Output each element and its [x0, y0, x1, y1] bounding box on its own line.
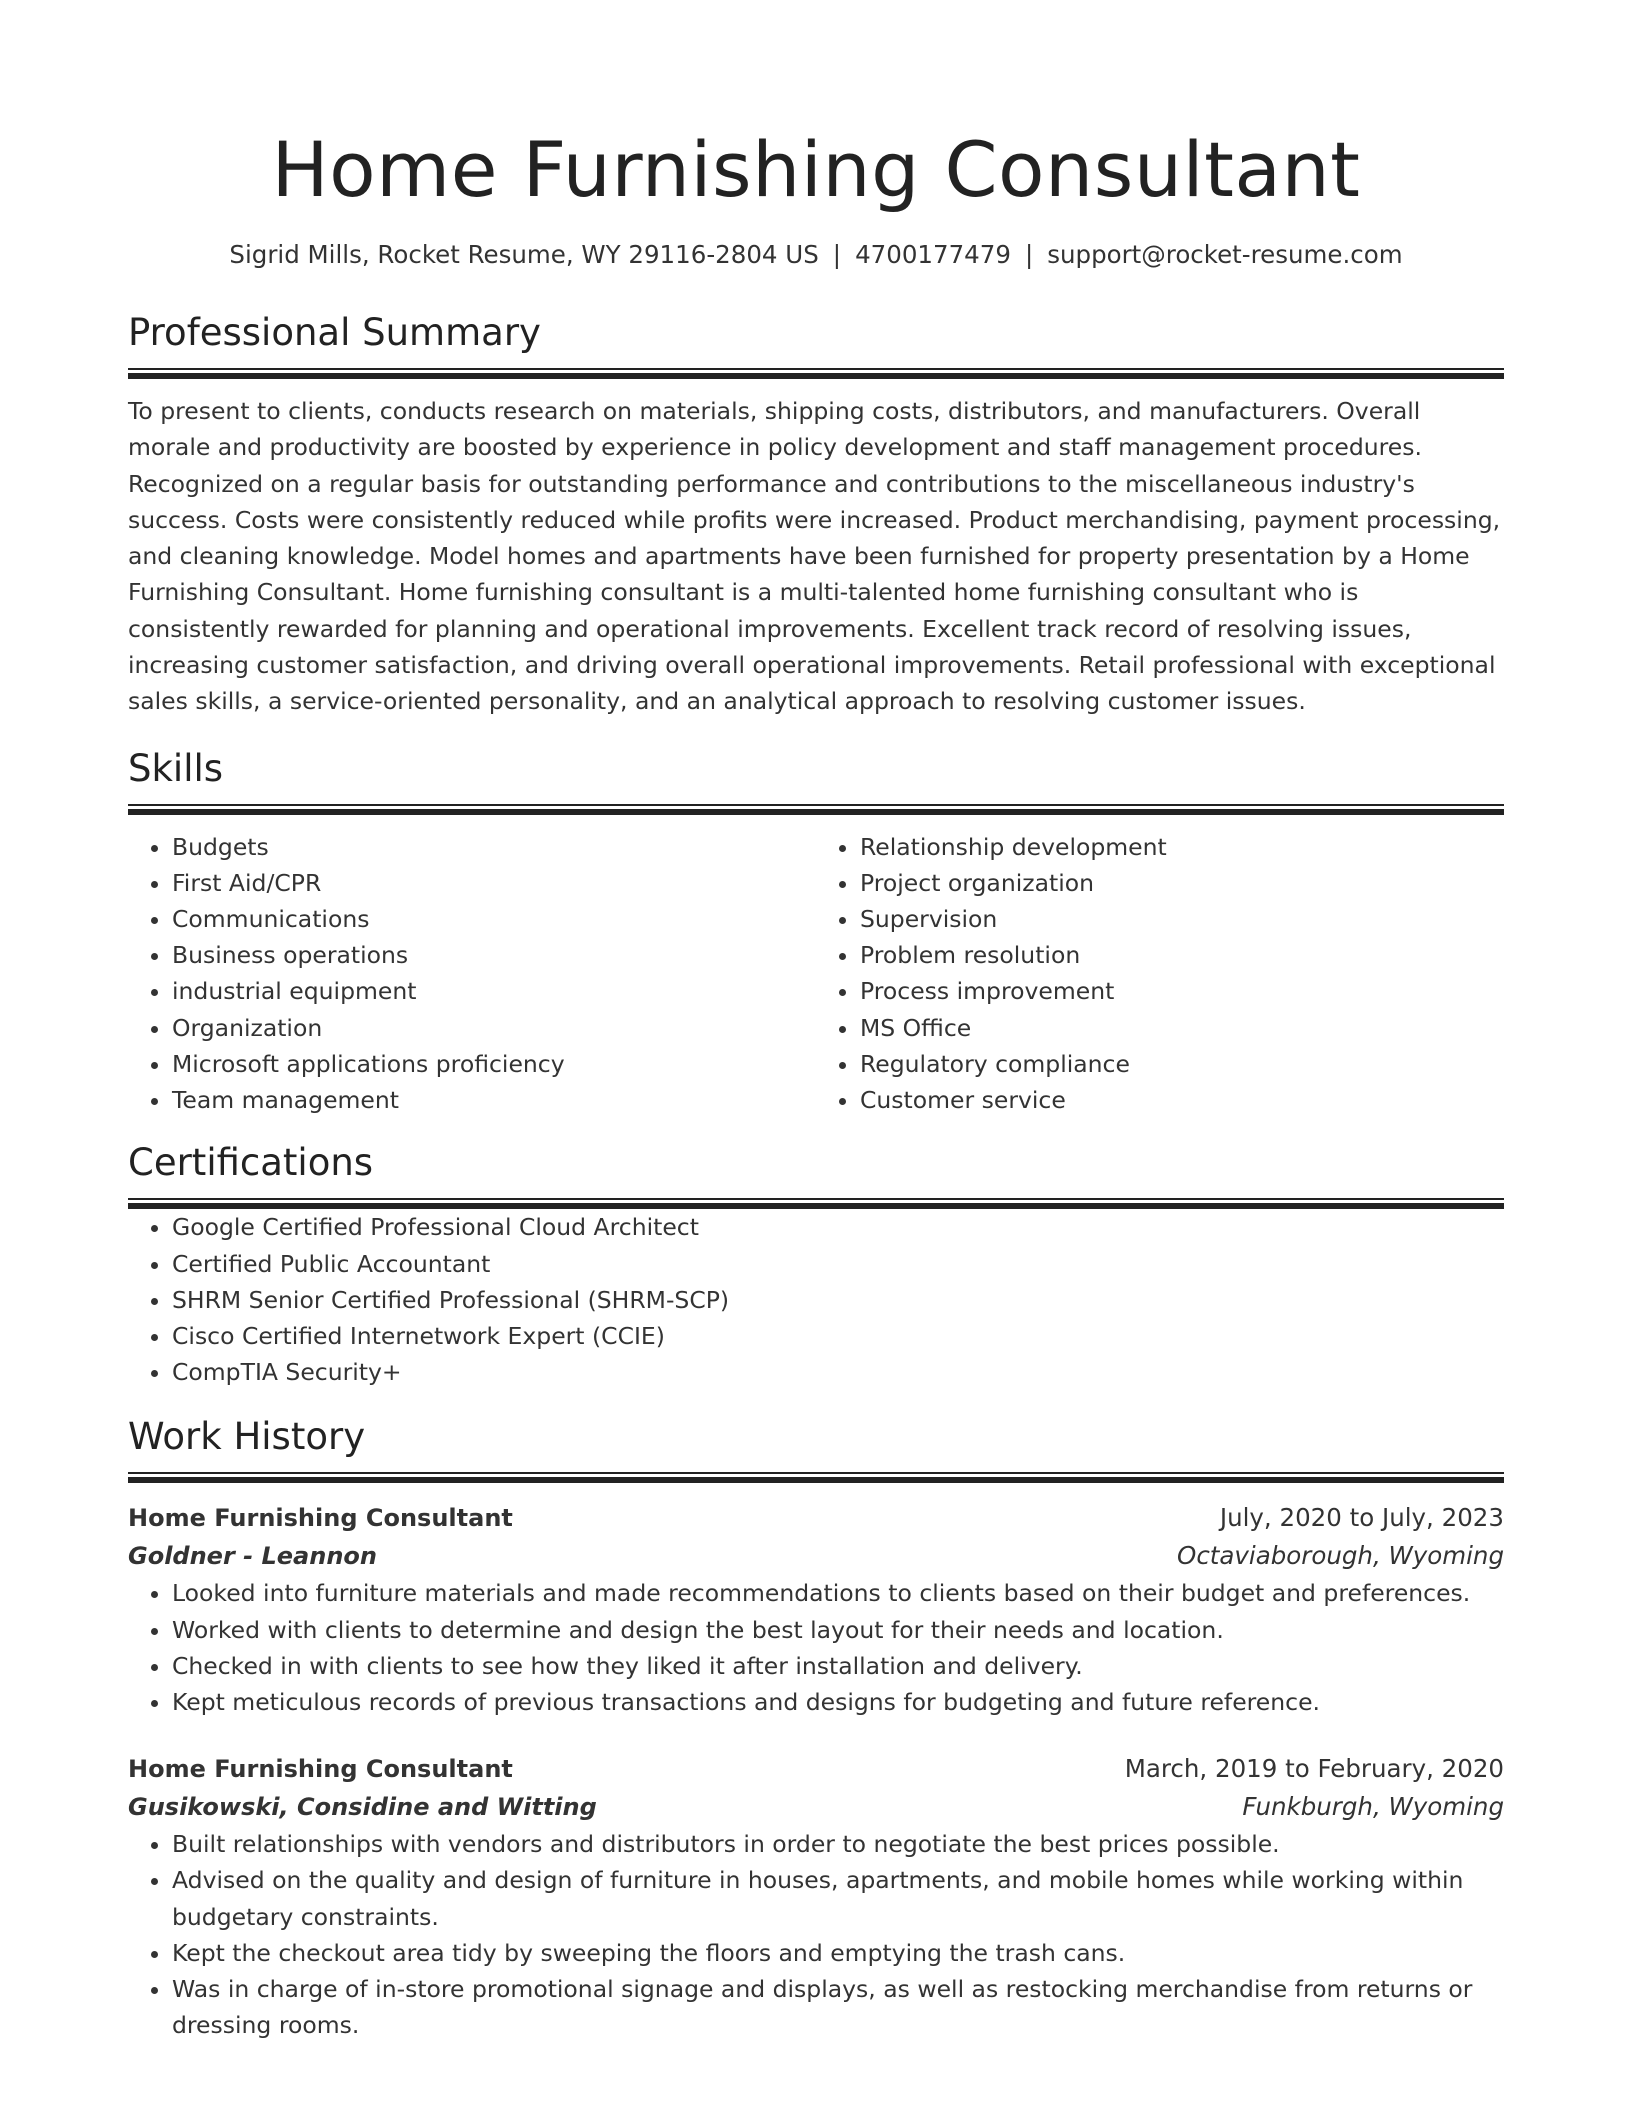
skill-item: • Regulatory compliance: [860, 1046, 1504, 1082]
contact-line: [128, 238, 1504, 272]
job-duty-item: • Built relationships with vendors and distributors in order to negotiate the best prices possible.: [172, 1826, 1504, 1862]
job-company: Goldner - Leannon: [128, 1542, 377, 1571]
certifications-list: [128, 1209, 1504, 1390]
skill-item: • Problem resolution: [860, 937, 1504, 973]
job-company: Gusikowski, Considine and Witting: [128, 1793, 597, 1822]
skill-item: • Supervision: [860, 901, 1504, 937]
job-header-row: [128, 1499, 1504, 1537]
section-title-summary: Professional Summary: [128, 311, 541, 354]
resume-name-heading: Home Furnishing Consultant: [271, 125, 1361, 214]
contact-address: Sigrid Mills, Rocket Resume, WY 29116-2804 US: [229, 240, 819, 269]
job-entry: [128, 1499, 1504, 1720]
skills-column-right: [816, 829, 1504, 1119]
contact-separator: |: [832, 240, 842, 269]
skill-item: • Budgets: [172, 829, 816, 865]
job-location: Funkburgh, Wyoming: [1242, 1792, 1504, 1822]
summary-paragraph: To present to clients, conducts research on materials, shipping costs, distributors, and manufacturers. Overall morale and productivity are boosted by experience in policy development and staff management procedures. Recognized on a regular basis for outstanding performance and contributions to the miscellaneous industry's success. Costs were consistently reduced while profits were increased. Product merchandising, payment processing, and cleaning knowledge. Model homes and apartments have been furnished for property presentation by a Home Furnishing Consultant. Home furnishing consultant is a multi-talented home furnishing consultant who is consistently rewarded for planning and operational improvements. Excellent track record of resolving issues, increasing customer satisfaction, and driving overall operational improvements. Retail professional with exceptional sales skills, a service-oriented personality, and an analytical approach to resolving customer issues.: [128, 397, 1501, 716]
section-title-certifications: Certifications: [128, 1141, 374, 1185]
job-header-row: [128, 1750, 1504, 1788]
skill-item: • First Aid/CPR: [172, 865, 816, 901]
certification-item: • CompTIA Security+: [172, 1354, 1504, 1390]
section-divider: [128, 804, 1504, 815]
section-title-work-history: Work History: [128, 1415, 366, 1459]
job-duties-list: [128, 1826, 1504, 2043]
job-duty-item: • Kept the checkout area tidy by sweeping the floors and emptying the trash cans.: [172, 1935, 1504, 1971]
job-location: Octaviaborough, Wyoming: [1177, 1541, 1504, 1571]
job-title: Home Furnishing Consultant: [128, 1504, 513, 1533]
certification-item: • Certified Public Accountant: [172, 1246, 1504, 1282]
section-divider: [128, 1472, 1504, 1483]
job-duty-item: • Checked in with clients to see how they liked it after installation and delivery.: [172, 1648, 1504, 1684]
section-divider: [128, 368, 1504, 379]
contact-email: support@rocket-resume.com: [1047, 240, 1403, 269]
job-dates: March, 2019 to February, 2020: [1124, 1754, 1504, 1784]
job-dates: July, 2020 to July, 2023: [1219, 1503, 1504, 1533]
certification-item: • Cisco Certified Internetwork Expert (CCIE): [172, 1318, 1504, 1354]
job-company-row: [128, 1537, 1504, 1575]
skill-item: • Team management: [172, 1082, 816, 1118]
skill-item: • Communications: [172, 901, 816, 937]
certifications-section: [128, 1140, 1504, 1390]
contact-phone: 4700177479: [855, 240, 1011, 269]
job-duty-item: • Looked into furniture materials and made recommendations to clients based on their budget and preferences.: [172, 1575, 1504, 1611]
job-duties-list: [128, 1575, 1504, 1720]
skill-item: • Process improvement: [860, 973, 1504, 1009]
certification-item: • Google Certified Professional Cloud Architect: [172, 1209, 1504, 1245]
section-divider: [128, 1198, 1504, 1209]
skill-item: • MS Office: [860, 1010, 1504, 1046]
job-duty-item: • Kept meticulous records of previous transactions and designs for budgeting and future reference.: [172, 1684, 1504, 1720]
section-title-skills: Skills: [128, 746, 224, 790]
resume-page: [128, 0, 1504, 2043]
skill-item: • Customer service: [860, 1082, 1504, 1118]
skill-item: • Organization: [172, 1010, 816, 1046]
contact-separator: |: [1024, 240, 1034, 269]
skills-column-left: [128, 829, 816, 1119]
job-duty-item: • Advised on the quality and design of furniture in houses, apartments, and mobile homes while working within budgetary constraints.: [172, 1862, 1504, 1934]
job-title: Home Furnishing Consultant: [128, 1755, 513, 1784]
work-history-section: [128, 1414, 1504, 2043]
certification-item: • SHRM Senior Certified Professional (SHRM-SCP): [172, 1282, 1504, 1318]
job-duty-item: • Worked with clients to determine and design the best layout for their needs and location.: [172, 1612, 1504, 1648]
skill-item: • Business operations: [172, 937, 816, 973]
job-duty-item: • Was in charge of in-store promotional signage and displays, as well as restocking merchandise from returns or dressing rooms.: [172, 1971, 1504, 2043]
skill-item: • Project organization: [860, 865, 1504, 901]
skills-grid: [128, 829, 1504, 1119]
skill-item: • industrial equipment: [172, 973, 816, 1009]
job-entry: [128, 1750, 1504, 2043]
skills-section: [128, 746, 1504, 1119]
job-company-row: [128, 1788, 1504, 1826]
skill-item: • Microsoft applications proficiency: [172, 1046, 816, 1082]
skill-item: • Relationship development: [860, 829, 1504, 865]
professional-summary-section: [128, 310, 1504, 720]
